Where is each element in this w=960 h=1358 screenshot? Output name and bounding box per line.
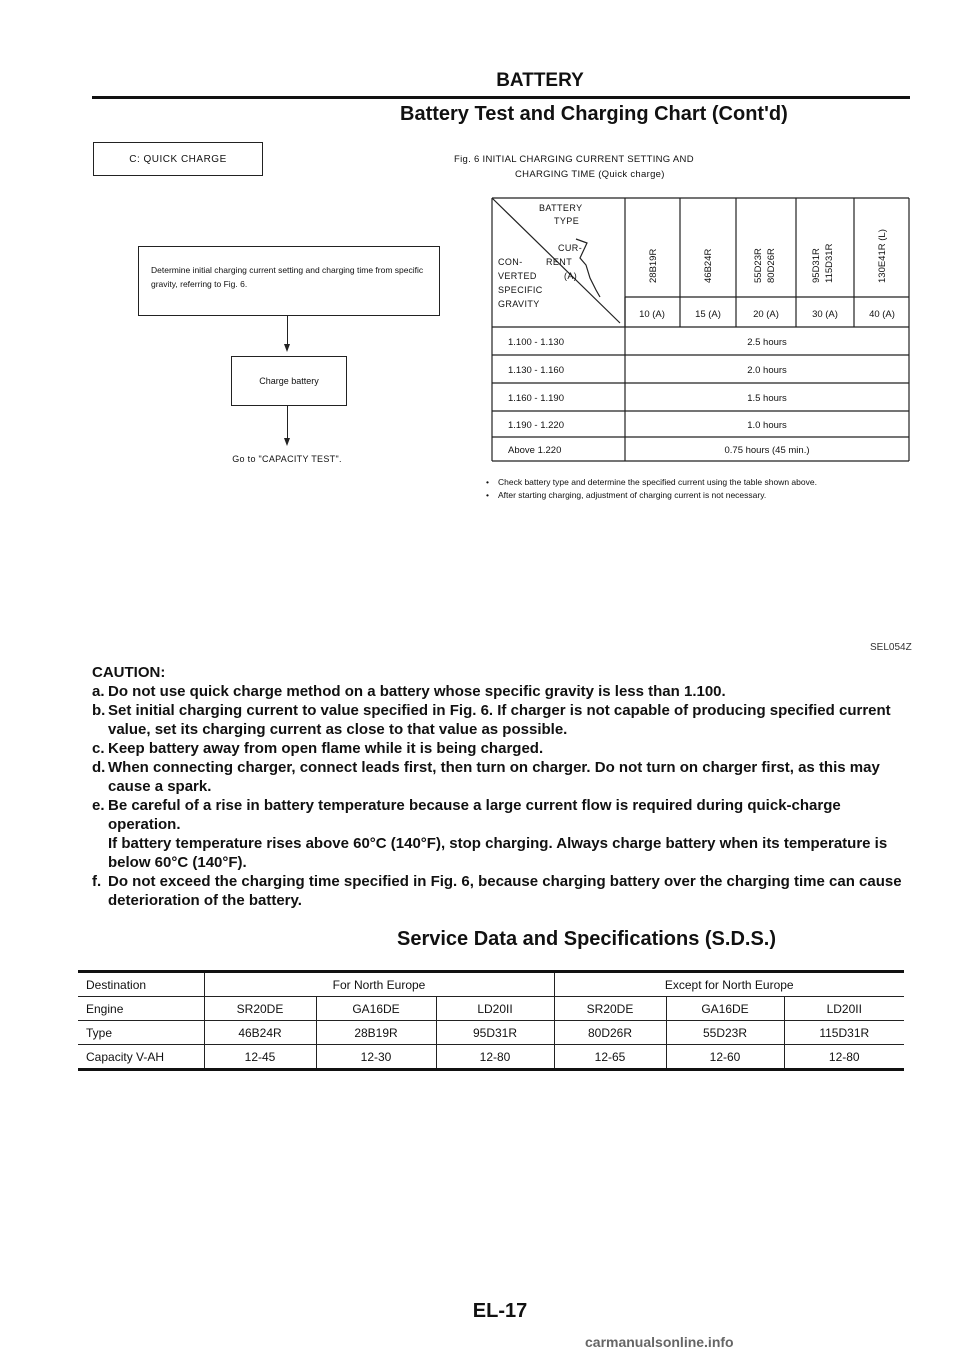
flow-goto-text: Go to "CAPACITY TEST". (232, 454, 342, 464)
current-label: 20 (A) (753, 309, 779, 320)
caution-letter: b. (92, 702, 106, 719)
flow-step-determine (138, 246, 440, 316)
gravity-range: 1.130 - 1.160 (508, 365, 564, 376)
battery-type-label: 28B19R (648, 248, 659, 283)
charging-time: 2.5 hours (747, 337, 787, 348)
table-cell: 12-65 (554, 1045, 666, 1070)
battery-type-label: 80D26R (766, 248, 777, 283)
caution-item (92, 758, 914, 796)
caution-letter: e. (92, 797, 105, 814)
table-cell: Engine (86, 1001, 124, 1016)
battery-type-label: 46B24R (703, 248, 714, 283)
gravity-range: Above 1.220 (508, 445, 562, 456)
gravity-range: 1.190 - 1.220 (508, 420, 564, 431)
charging-table-figure (482, 193, 922, 473)
table-cell: 12-80 (784, 1045, 904, 1070)
table-cell: LD20II (784, 997, 904, 1021)
table-row (78, 997, 904, 1021)
caution-item (92, 701, 914, 739)
table-cell: GA16DE (316, 997, 436, 1021)
corner-label-cur: CUR- (558, 243, 583, 253)
sds-table (78, 970, 904, 1071)
figure-code: SEL054Z (870, 642, 912, 653)
current-label: 40 (A) (869, 309, 895, 320)
corner-label-specific: SPECIFIC (498, 285, 543, 295)
figure-caption-line2: CHARGING TIME (Quick charge) (515, 169, 665, 180)
figure-caption (454, 152, 694, 182)
caution-text: Do not use quick charge method on a battery whose specific gravity is less than 1.100. (108, 683, 726, 700)
battery-type-label: 130E41R (L) (877, 229, 888, 283)
flow-arrow-down-icon (284, 344, 290, 352)
table-row (78, 1045, 904, 1070)
page-subtitle: Battery Test and Charging Chart (Cont'd) (400, 103, 788, 125)
flow-step-determine-text: Determine initial charging current setting and charging time from specific gravity, referring to Fig. 6. (151, 265, 424, 289)
caution-text: Do not exceed the charging time specified in Fig. 6, because charging battery over the charging time can cause deterioration of the battery. (108, 873, 902, 909)
charging-time: 2.0 hours (747, 365, 787, 376)
table-cell: 12-80 (436, 1045, 554, 1070)
table-cell: 28B19R (316, 1021, 436, 1045)
flow-step-charge (231, 356, 347, 406)
caution-letter: f. (92, 873, 102, 890)
caution-item (92, 682, 914, 701)
corner-label-battery: BATTERY (539, 203, 583, 213)
corner-label-rent: RENT (546, 257, 573, 267)
footer-watermark: carmanualsonline.info (585, 1334, 734, 1350)
figure-note: • After starting charging, adjustment of charging current is not necessary. (486, 489, 946, 502)
table-cell: 12-30 (316, 1045, 436, 1070)
table-cell: 115D31R (784, 1021, 904, 1045)
caution-letter: c. (92, 740, 105, 757)
table-row (78, 1021, 904, 1045)
table-cell: GA16DE (666, 997, 784, 1021)
caution-item (92, 739, 914, 758)
gravity-range: 1.160 - 1.190 (508, 393, 564, 404)
quick-charge-label-box (93, 142, 263, 176)
table-cell: Destination (86, 977, 147, 992)
corner-label-gravity: GRAVITY (498, 299, 540, 309)
caution-text: Set initial charging current to value specified in Fig. 6. If charger is not capable of producing specified current value, set its charging current as close to that value as possible. (108, 702, 891, 738)
table-cell: Type (86, 1025, 113, 1040)
caution-letter: d. (92, 759, 106, 776)
figure-note: • Check battery type and determine the specified current using the table shown above. (486, 476, 946, 489)
table-cell: For North Europe (204, 972, 554, 997)
corner-label-type: TYPE (554, 216, 580, 226)
caution-item (92, 834, 914, 872)
table-cell: 46B24R (204, 1021, 316, 1045)
page-number: EL-17 (472, 1300, 528, 1322)
charging-time: 1.0 hours (747, 420, 787, 431)
sds-heading: Service Data and Specifications (S.D.S.) (397, 928, 777, 950)
table-cell: SR20DE (554, 997, 666, 1021)
figure-caption-line1: Fig. 6 INITIAL CHARGING CURRENT SETTING AND (454, 154, 694, 165)
caution-text: When connecting charger, connect leads first, then turn on charger. Do not turn on charger first, as this may cause a spark. (108, 759, 880, 795)
current-label: 30 (A) (812, 309, 838, 320)
table-cell: 95D31R (436, 1021, 554, 1045)
caution-section (92, 663, 914, 910)
flow-step-charge-text: Charge battery (259, 376, 319, 386)
caution-item (92, 872, 914, 910)
flow-connector (287, 406, 288, 442)
figure-notes (486, 476, 946, 502)
table-row (78, 972, 904, 997)
table-cell: 12-45 (204, 1045, 316, 1070)
quick-charge-label: C: QUICK CHARGE (129, 153, 227, 165)
charging-time: 1.5 hours (747, 393, 787, 404)
caution-text: Be careful of a rise in battery temperature because a large current flow is required during quick-charge operation. (108, 797, 841, 833)
battery-type-label: 115D31R (824, 243, 835, 283)
caution-text: Keep battery away from open flame while it is being charged. (108, 740, 544, 757)
caution-letter: a. (92, 683, 105, 700)
table-cell: 55D23R (666, 1021, 784, 1045)
section-title: BATTERY (496, 70, 584, 91)
header-rule (92, 96, 910, 99)
table-cell: 12-60 (666, 1045, 784, 1070)
gravity-range: 1.100 - 1.130 (508, 337, 564, 348)
caution-title: CAUTION: (92, 664, 166, 681)
table-cell: 80D26R (554, 1021, 666, 1045)
table-cell: SR20DE (204, 997, 316, 1021)
table-cell: LD20II (436, 997, 554, 1021)
battery-type-label: 95D31R (811, 248, 822, 283)
table-cell: Capacity V-AH (86, 1049, 165, 1064)
caution-item (92, 796, 914, 834)
charging-time: 0.75 hours (45 min.) (724, 445, 810, 456)
corner-label-a: (A) (564, 271, 578, 281)
corner-label-con: CON- (498, 257, 523, 267)
corner-label-verted: VERTED (498, 271, 537, 281)
caution-text: If battery temperature rises above 60°C (140°F), stop charging. Always charge battery when its temperature is below 60°C (140°F). (108, 835, 888, 871)
flow-arrow-down-icon (284, 438, 290, 446)
battery-type-label: 55D23R (753, 248, 764, 283)
current-label: 10 (A) (639, 309, 665, 320)
current-label: 15 (A) (695, 309, 721, 320)
table-cell: Except for North Europe (554, 972, 904, 997)
